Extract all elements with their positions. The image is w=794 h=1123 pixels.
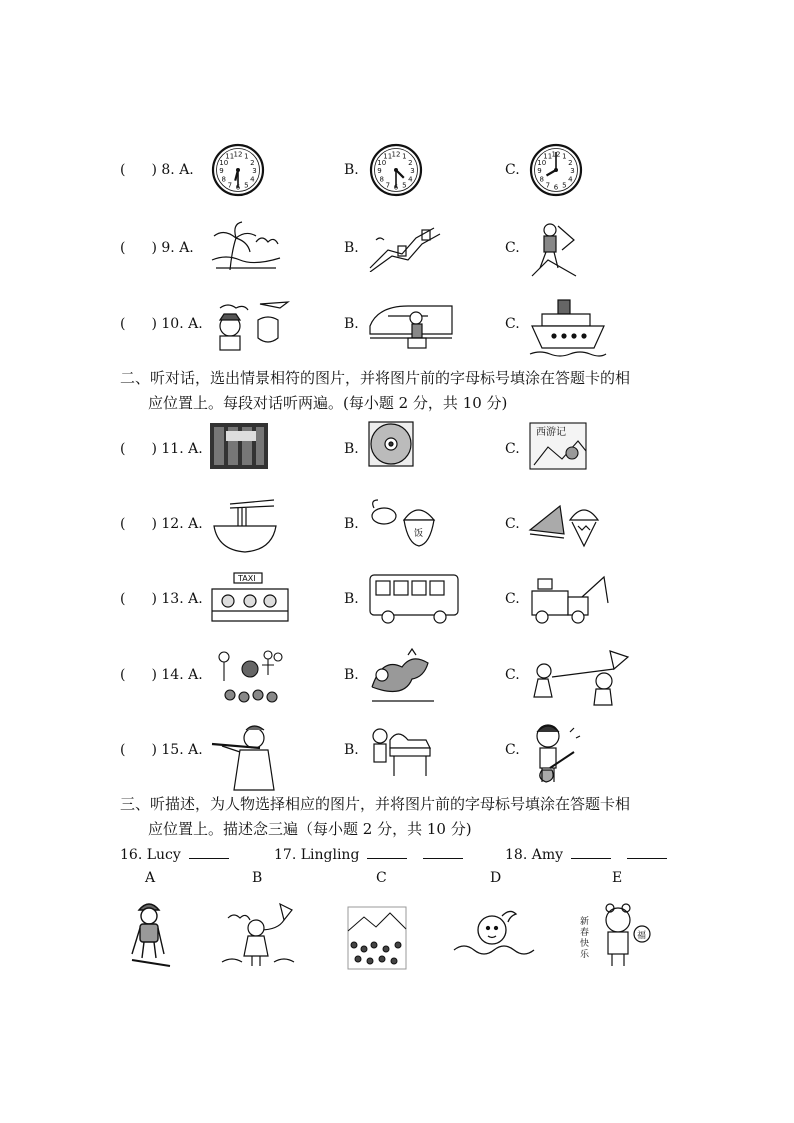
svg-text:11: 11 [225, 152, 235, 161]
svg-text:3: 3 [410, 167, 415, 175]
svg-text:10: 10 [377, 158, 387, 167]
svg-text:9: 9 [377, 167, 382, 175]
section2-line2: 应位置上。每段对话听两遍。(每小题 2 分，共 10 分) [148, 394, 508, 412]
svg-text:8: 8 [379, 175, 384, 184]
svg-text:9: 9 [219, 167, 224, 175]
paren-open: ( [120, 516, 126, 532]
svg-text:12: 12 [391, 150, 401, 159]
swimming-girl-icon [452, 906, 548, 962]
answer-blank-18a[interactable] [571, 846, 611, 859]
paren-open: ( [120, 591, 126, 607]
letter-c: C [376, 870, 387, 886]
kite-girl-icon [218, 900, 303, 968]
hiker-mountain-icon[interactable] [528, 220, 578, 278]
svg-text:10: 10 [219, 158, 229, 167]
svg-text:7: 7 [385, 181, 391, 190]
answer-blank-17b[interactable] [423, 846, 463, 859]
svg-text:7: 7 [545, 181, 551, 190]
beach-palm-icon[interactable] [210, 220, 282, 272]
fu-character: 福 [637, 931, 647, 941]
svg-text:5: 5 [402, 181, 407, 190]
svg-text:5: 5 [244, 181, 249, 190]
option-b-label: B. [344, 591, 359, 607]
svg-text:2: 2 [408, 158, 413, 167]
svg-text:12: 12 [551, 150, 561, 159]
new-year-text-3: 快 [580, 939, 590, 949]
svg-text:2: 2 [250, 158, 255, 167]
svg-text:TAXI: TAXI [238, 574, 256, 583]
svg-text:西游记: 西游记 [536, 427, 566, 438]
new-year-girl-icon [578, 900, 668, 970]
question-18-label: 18. Amy [505, 847, 564, 863]
question-16 [120, 846, 237, 863]
svg-text:4: 4 [250, 175, 255, 184]
option-b-label: B. [344, 667, 359, 683]
paren-open: ( [120, 162, 126, 178]
svg-text:2: 2 [568, 158, 573, 167]
option-c-label: C. [505, 742, 520, 758]
option-b-label: B. [344, 162, 359, 178]
letter-b: B [252, 870, 263, 886]
new-year-text-2: 春 [580, 928, 590, 938]
kite-flying-icon[interactable] [528, 647, 632, 709]
paren-close: ) [151, 316, 157, 332]
sandwich-icecream-icon[interactable] [528, 496, 600, 548]
answer-paren[interactable] [120, 516, 203, 532]
cd-disc-icon[interactable] [368, 421, 414, 467]
svg-text:6: 6 [393, 183, 399, 192]
paren-close: ) [151, 742, 157, 758]
piano-player-icon[interactable] [368, 722, 434, 780]
option-b-label: B. [344, 240, 359, 256]
option-b-label: B. [344, 516, 359, 532]
svg-text:6: 6 [553, 183, 559, 192]
taxi-icon[interactable] [210, 571, 290, 623]
svg-text:8: 8 [221, 175, 226, 184]
cruise-ship-icon[interactable] [528, 296, 608, 360]
paren-open: ( [120, 316, 126, 332]
flower-field-icon [346, 905, 408, 971]
answer-blank-18b[interactable] [627, 846, 667, 859]
paren-open: ( [120, 667, 126, 683]
tow-truck-icon[interactable] [528, 571, 610, 627]
svg-text:3: 3 [570, 167, 575, 175]
question-number: 9. A. [161, 240, 194, 256]
question-number: 11. A. [161, 441, 203, 457]
option-c-label: C. [505, 441, 520, 457]
svg-text:11: 11 [543, 152, 553, 161]
noodles-bowl-icon[interactable] [210, 496, 280, 554]
option-c-label: C. [505, 667, 520, 683]
book-set-icon[interactable] [210, 421, 268, 471]
letter-a: A [145, 870, 156, 886]
great-wall-icon[interactable] [368, 220, 444, 272]
question-number: 15. A. [161, 742, 203, 758]
dragon-dance-icon[interactable] [368, 647, 438, 705]
paren-open: ( [120, 441, 126, 457]
paren-open: ( [120, 742, 126, 758]
option-c-label: C. [505, 516, 520, 532]
svg-text:3: 3 [252, 167, 257, 175]
new-year-text-4: 乐 [580, 950, 590, 960]
guitar-player-icon[interactable] [528, 722, 582, 784]
question-number: 13. A. [161, 591, 203, 607]
section3-line2: 应位置上。描述念三遍（每小题 2 分，共 10 分) [148, 820, 472, 838]
svg-text:10: 10 [537, 158, 547, 167]
letter-e: E [612, 870, 623, 886]
option-b-label: B. [344, 441, 359, 457]
paren-close: ) [151, 667, 157, 683]
bus-icon[interactable] [368, 571, 460, 625]
question-number: 14. A. [161, 667, 203, 683]
svg-text:5: 5 [562, 181, 567, 190]
question-18 [505, 846, 675, 863]
paren-close: ) [151, 441, 157, 457]
pilot-plane-icon[interactable] [210, 296, 292, 352]
paren-open: ( [120, 240, 126, 256]
answer-paren[interactable] [120, 742, 203, 758]
svg-text:11: 11 [383, 152, 393, 161]
answer-paren[interactable] [120, 316, 203, 332]
clock-eight-oclock-icon[interactable] [528, 142, 584, 198]
svg-text:6: 6 [235, 183, 241, 192]
option-c-label: C. [505, 591, 520, 607]
chicken-rice-icon[interactable] [368, 496, 442, 550]
clock-half-past-six-icon[interactable] [210, 142, 266, 198]
answer-paren[interactable] [120, 240, 194, 256]
svg-text:1: 1 [244, 152, 249, 161]
svg-text:7: 7 [227, 181, 233, 190]
option-c-label: C. [505, 240, 520, 256]
option-b-label: B. [344, 742, 359, 758]
section2-line1: 二、听对话，选出情景相符的图片，并将图片前的字母标号填涂在答题卡的相 [120, 369, 631, 387]
question-number: 8. A. [161, 162, 194, 178]
answer-blank-17a[interactable] [367, 846, 407, 859]
train-traveler-icon[interactable] [368, 296, 454, 350]
letter-d: D [490, 870, 502, 886]
answer-paren[interactable] [120, 441, 203, 457]
skier-girl-icon [124, 898, 174, 968]
svg-text:4: 4 [568, 175, 573, 184]
question-16-label: 16. Lucy [120, 847, 181, 863]
paren-close: ) [151, 240, 157, 256]
paren-close: ) [151, 516, 157, 532]
svg-text:12: 12 [233, 150, 243, 159]
new-year-text-1: 新 [580, 917, 590, 927]
svg-text:1: 1 [562, 152, 567, 161]
question-number: 12. A. [161, 516, 203, 532]
answer-paren[interactable] [120, 591, 203, 607]
park-family-icon[interactable] [210, 647, 290, 707]
clock-half-past-four-icon[interactable] [368, 142, 424, 198]
storybook-icon[interactable] [528, 421, 588, 471]
svg-text:1: 1 [402, 152, 407, 161]
svg-text:9: 9 [537, 167, 542, 175]
paren-close: ) [151, 162, 157, 178]
svg-text:饭: 饭 [414, 529, 424, 539]
question-17 [274, 846, 471, 863]
answer-paren[interactable] [120, 667, 203, 683]
question-17-label: 17. Lingling [274, 847, 360, 863]
svg-text:4: 4 [408, 175, 413, 184]
flute-player-icon[interactable] [210, 722, 282, 792]
answer-paren[interactable] [120, 162, 194, 178]
svg-text:8: 8 [539, 175, 544, 184]
paren-close: ) [151, 591, 157, 607]
option-c-label: C. [505, 316, 520, 332]
section3-line1: 三、听描述，为人物选择相应的图片，并将图片前的字母标号填涂在答题卡相 [120, 795, 631, 813]
question-number: 10. A. [161, 316, 203, 332]
option-c-label: C. [505, 162, 520, 178]
option-b-label: B. [344, 316, 359, 332]
answer-blank-16[interactable] [189, 846, 229, 859]
